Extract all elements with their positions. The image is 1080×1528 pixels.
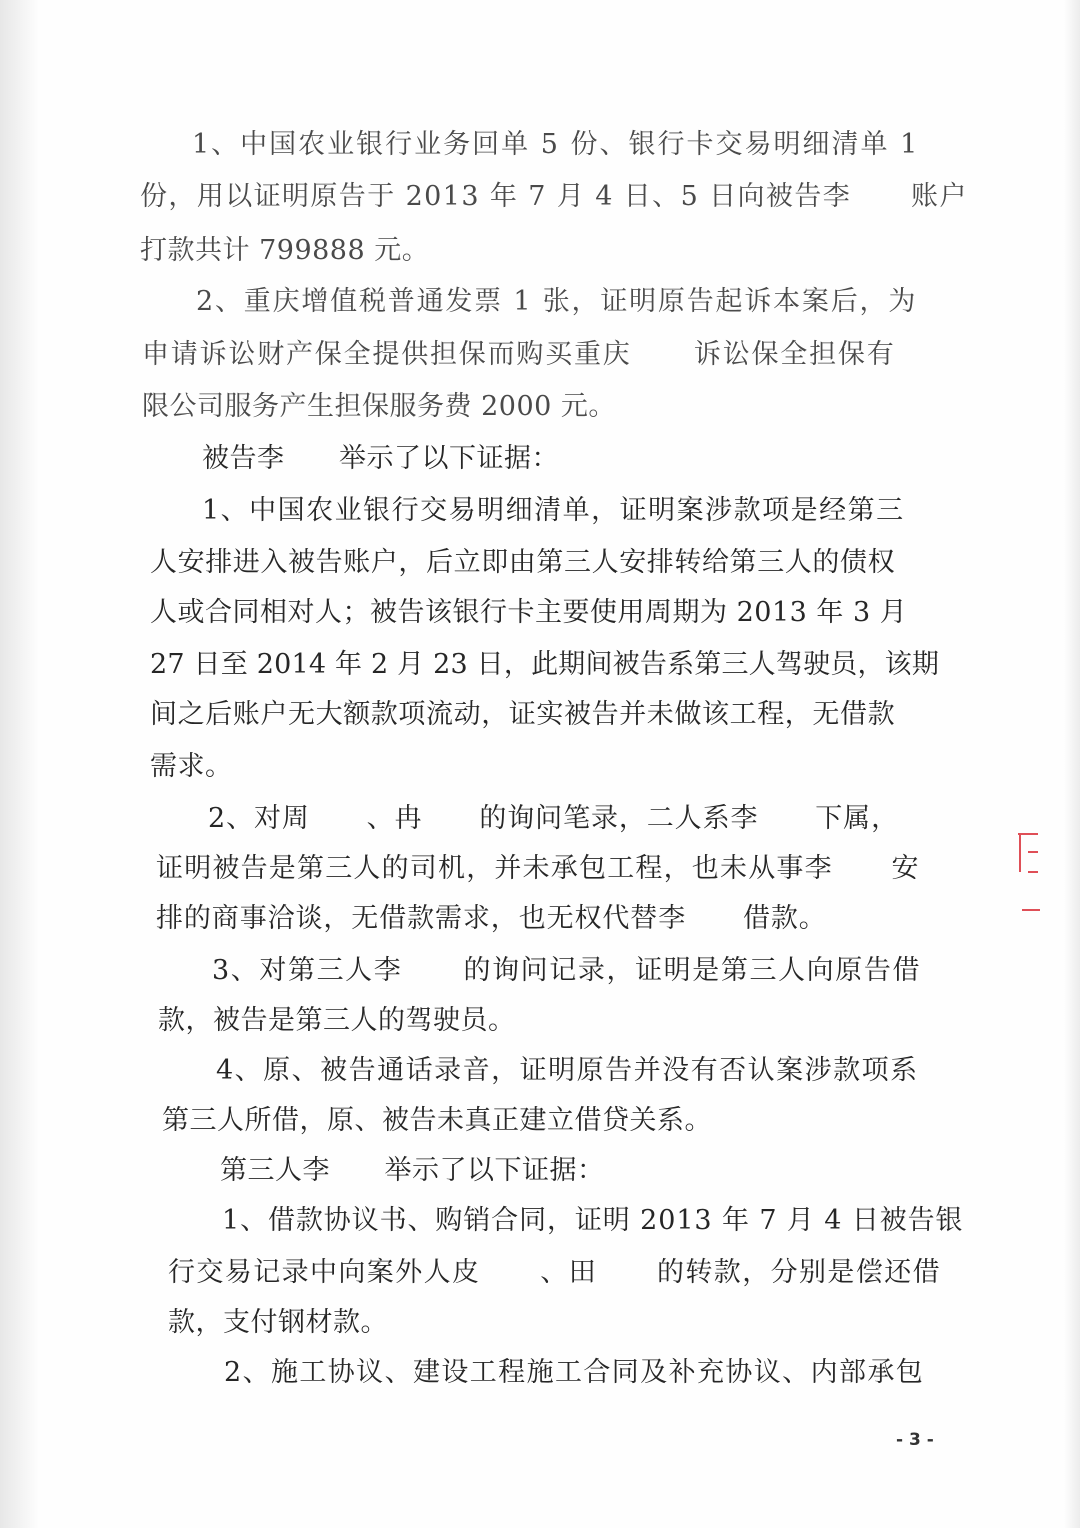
text-line-3: 打款共计 799888 元。 (140, 235, 430, 266)
text-line-20: 第三人所借，原、被告未真正建立借贷关系。 (162, 1105, 712, 1136)
text-line-11: 27 日至 2014 年 2 月 23 日，此期间被告系第三人驾驶员，该期 (150, 649, 940, 680)
text-line-5: 申请诉讼财产保全提供担保而购买重庆 诉讼保全担保有 (142, 339, 896, 370)
text-line-17: 3、对第三人李 的询问记录，证明是第三人向原告借 (212, 955, 922, 986)
scan-shadow-left (0, 0, 38, 1528)
text-line-8: 1、中国农业银行交易明细清单，证明案涉款项是经第三 (202, 495, 905, 526)
text-line-2: 份，用以证明原告于 2013 年 7 月 4 日、5 日向被告李 账户 (140, 181, 968, 212)
text-line-15: 证明被告是第三人的司机，并未承包工程，也未从事李 安 (156, 853, 920, 884)
text-line-6: 限公司服务产生担保服务费 2000 元。 (142, 391, 616, 422)
text-line-10: 人或合同相对人；被告该银行卡主要使用周期为 2013 年 3 月 (150, 597, 908, 628)
text-line-9: 人安排进入被告账户，后立即由第三人安排转给第三人的债权 (150, 547, 896, 578)
page-number: - 3 - (896, 1430, 934, 1450)
text-line-21: 第三人李 举示了以下证据： (220, 1155, 605, 1186)
text-line-23: 行交易记录中向案外人皮 、田 的转款，分别是偿还借 (168, 1257, 941, 1288)
text-line-4: 2、重庆增值税普通发票 1 张，证明原告起诉本案后，为 (196, 286, 918, 317)
text-line-22: 1、借款协议书、购销合同，证明 2013 年 7 月 4 日被告银 (222, 1205, 964, 1236)
text-line-13: 需求。 (150, 751, 233, 782)
text-line-24: 款，支付钢材款。 (168, 1307, 388, 1338)
text-line-1: 1、中国农业银行业务回单 5 份、银行卡交易明细清单 1 (192, 129, 920, 160)
text-line-25: 2、施工协议、建设工程施工合同及补充协议、内部承包 (224, 1357, 925, 1388)
text-line-7: 被告李 举示了以下证据： (202, 443, 559, 474)
scan-shadow-right (1064, 0, 1080, 1528)
text-line-19: 4、原、被告通话录音，证明原告并没有否认案涉款项系 (216, 1055, 919, 1086)
seal-fragment-icon (1014, 832, 1040, 916)
text-line-18: 款，被告是第三人的驾驶员。 (158, 1005, 516, 1036)
text-line-14: 2、对周 、冉 的询问笔录，二人系李 下属， (208, 803, 899, 834)
text-line-16: 排的商事洽谈，无借款需求，也无权代替李 借款。 (156, 903, 827, 934)
text-line-12: 间之后账户无大额款项流动，证实被告并未做该工程，无借款 (150, 699, 896, 730)
